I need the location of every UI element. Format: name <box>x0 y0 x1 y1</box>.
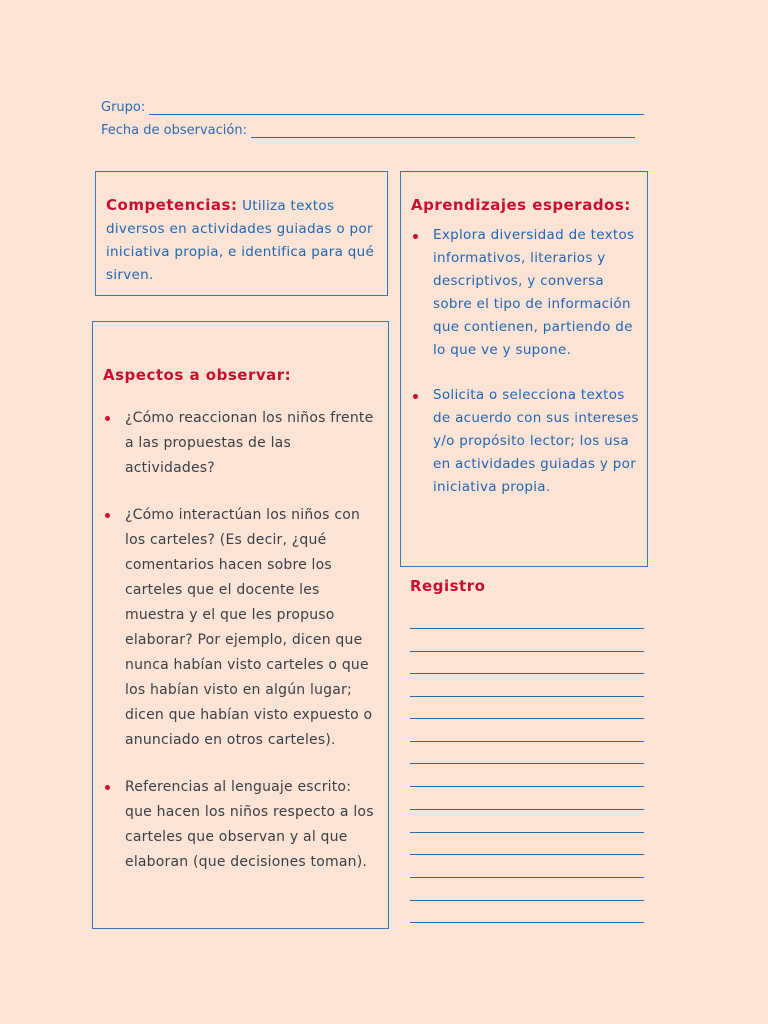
registro-line[interactable] <box>410 786 644 787</box>
registro-line[interactable] <box>410 877 644 878</box>
registro-line[interactable] <box>410 673 644 674</box>
fecha-input-line[interactable] <box>251 125 635 138</box>
grupo-input-line[interactable] <box>149 102 644 115</box>
fecha-label: Fecha de observación: <box>101 123 247 138</box>
list-item: ¿Cómo interactúan los niños con los carteles? (Es decir, ¿qué comentarios hacen sobre los carteles que el docente les muestra y el que les propuso elaborar? Por ejemplo, dicen que nunca habían visto carteles o que los habían visto en algún lugar; dicen que habían visto expuesto o anunciado en otros carteles). <box>99 503 378 753</box>
aspectos-list <box>99 406 378 875</box>
registro-heading: Registro <box>410 577 486 595</box>
registro-line[interactable] <box>410 922 644 923</box>
registro-line[interactable] <box>410 900 644 901</box>
registro-line[interactable] <box>410 763 644 764</box>
list-item: Explora diversidad de textos informativos, literarios y descriptivos, y conversa sobre el tipo de información que contienen, partiendo de lo que ve y supone. <box>407 224 639 362</box>
aprendizajes-list <box>407 224 639 499</box>
competencias-content: Competencias: Utiliza textos diversos en actividades guiadas o por iniciativa propia, e identifica para qué sirven. <box>106 196 375 283</box>
list-item: Solicita o selecciona textos de acuerdo con sus intereses y/o propósito lector; los usa en actividades guiadas y por iniciativa propia. <box>407 384 639 499</box>
list-item: Referencias al lenguaje escrito: que hacen los niños respecto a los carteles que observan y al que elaboran (que decisiones toman). <box>99 775 378 875</box>
registro-line[interactable] <box>410 854 644 855</box>
aprendizajes-heading: Aprendizajes esperados: <box>411 196 631 214</box>
registro-line[interactable] <box>410 832 644 833</box>
registro-line[interactable] <box>410 718 644 719</box>
registro-line[interactable] <box>410 696 644 697</box>
registro-line[interactable] <box>410 809 644 810</box>
aspectos-heading: Aspectos a observar: <box>103 366 292 384</box>
grupo-label: Grupo: <box>101 100 146 115</box>
registro-line[interactable] <box>410 651 644 652</box>
competencias-text: Utiliza textos diversos en actividades guiadas o por iniciativa propia, e identifica para qué sirven. <box>106 198 375 283</box>
grupo-field[interactable] <box>101 100 644 115</box>
fecha-field[interactable] <box>101 123 635 138</box>
registro-line[interactable] <box>410 628 644 629</box>
competencias-box <box>95 171 388 296</box>
list-item: ¿Cómo reaccionan los niños frente a las propuestas de las actividades? <box>99 406 378 481</box>
aprendizajes-box <box>400 171 648 567</box>
registro-line[interactable] <box>410 741 644 742</box>
competencias-heading: Competencias <box>106 196 231 214</box>
aspectos-box <box>92 321 389 929</box>
